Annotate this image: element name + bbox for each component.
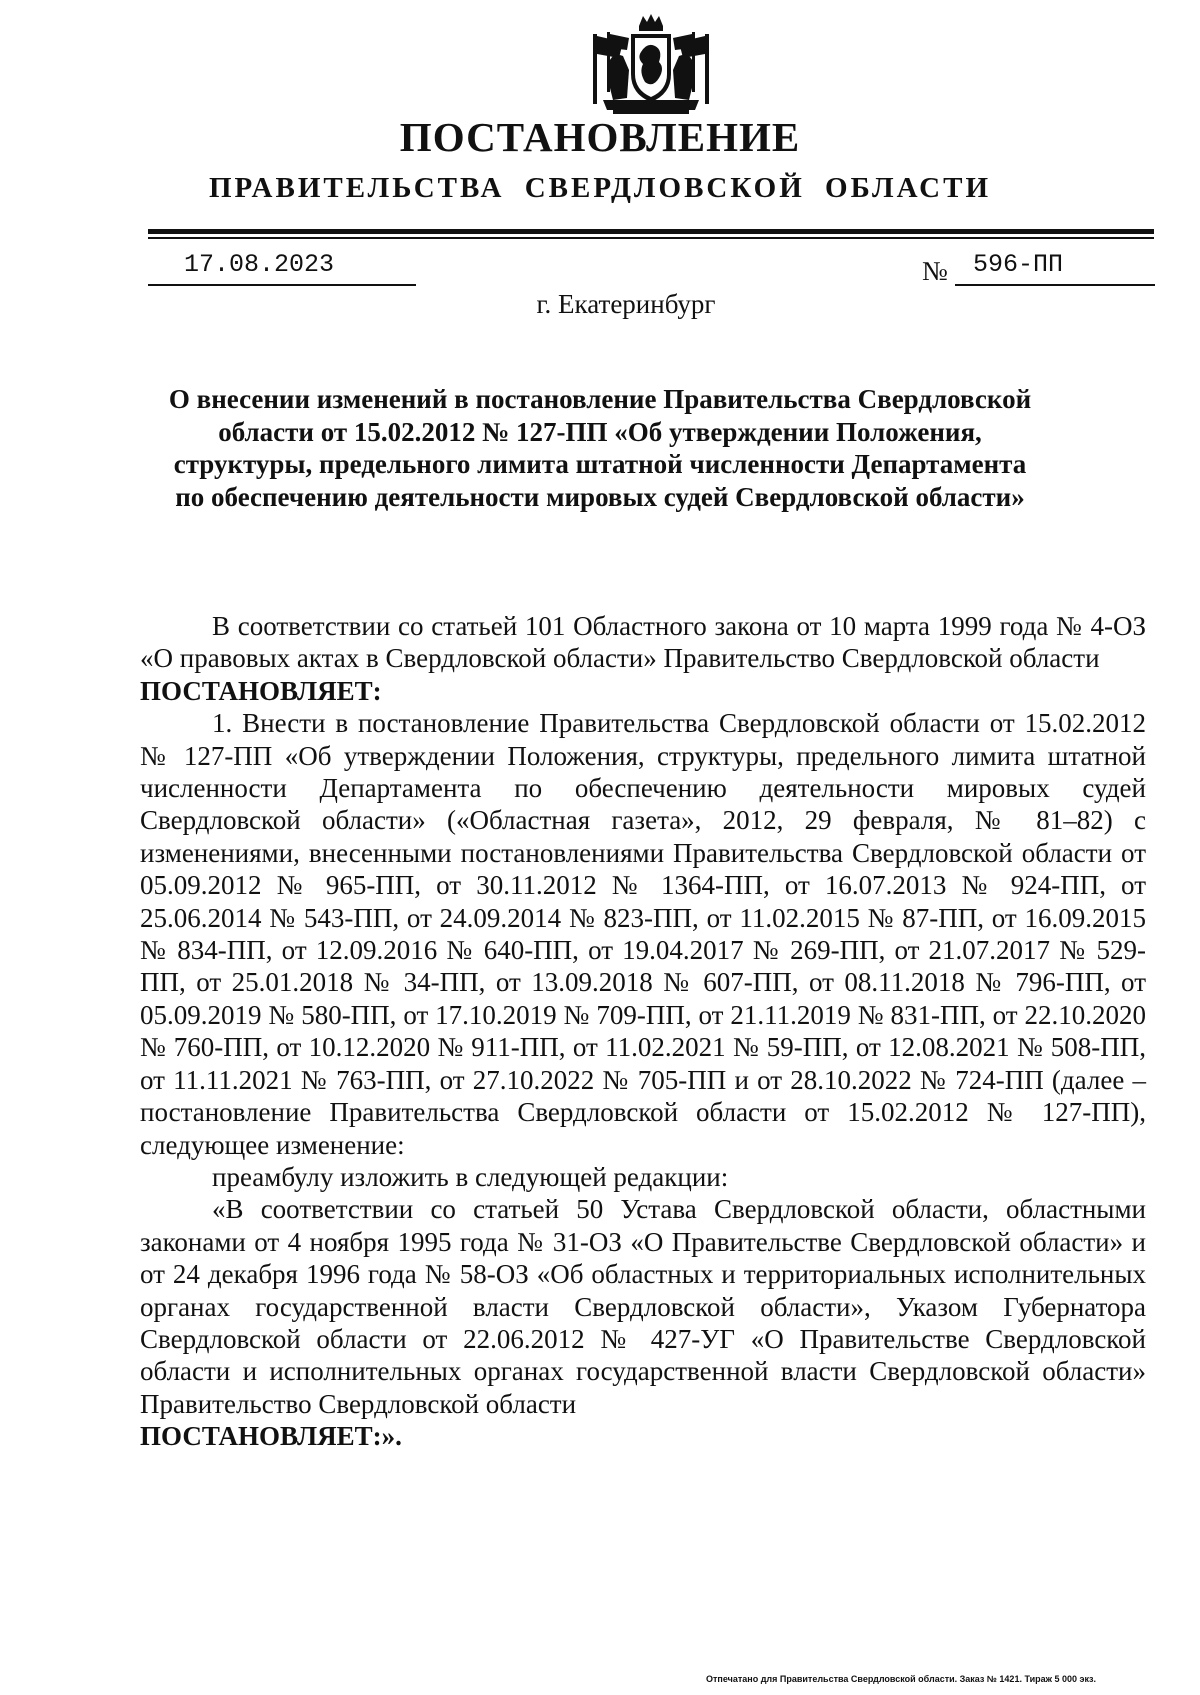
decree-word-closing: ПОСТАНОВЛЯЕТ:». — [140, 1421, 402, 1452]
header-rule-thin — [148, 237, 1154, 239]
preamble-intro: преамбулу изложить в следующей редакции: — [212, 1161, 729, 1192]
intro-paragraph: В соответствии со статьей 101 Областного закона от 10 марта 1999 года № 4-ОЗ «О правовых актах в Свердловской области» Правительство Свердловской области — [140, 611, 1146, 674]
preamble-quote: «В соответствии со статьей 50 Устава Свердловской области, областными законами от 4 ноября 1995 года № 31-ОЗ «О Правительстве Свердловской области» и от 24 декабря 1996 года № 58-ОЗ «Об областных и территориальных исполнительных органах государственной власти Свердловской области», Указом Губернатора Свердловской области от 22.06.2012 № 427-УГ «О Правительстве Свердловской области и исполнительных органах государственной власти Свердловской области» Правительство Свердловской области — [140, 1194, 1146, 1419]
date-field — [148, 250, 416, 286]
coat-of-arms-icon — [583, 12, 719, 116]
document-number: 596-ПП — [973, 250, 1064, 279]
issuing-authority: ПРАВИТЕЛЬСТВА СВЕРДЛОВСКОЙ ОБЛАСТИ — [208, 172, 992, 204]
header-rule-thick — [148, 229, 1154, 234]
number-sign: № — [922, 256, 948, 286]
item-1-paragraph: 1. Внести в постановление Правительства Свердловской области от 15.02.2012 № 127-ПП «Об утверждении Положения, структуры, предельного лимита штатной численности Департамента по обеспечению деятельности мировых судей Свердловской области» («Областная газета», 2012, 29 февраля, № 81–82) с изменениями, внесенными постановлениями Правительства Свердловской области от 05.09.2012 № 965-ПП, от 30.11.2012 № 1364-ПП, от 16.07.2013 № 924-ПП, от 25.06.2014 № 543-ПП, от 24.09.2014 № 823-ПП, от 11.02.2015 № 87-ПП, от 16.09.2015 № 834-ПП, от 12.09.2016 № 640-ПП, от 19.04.2017 № 269-ПП, от 21.07.2017 № 529-ПП, от 25.01.2018 № 34-ПП, от 13.09.2018 № 607-ПП, от 08.11.2018 № 796-ПП, от 05.09.2019 № 580-ПП, от 17.10.2019 № 709-ПП, от 21.11.2019 № 831-ПП, от 22.10.2020 № 760-ПП, от 10.12.2020 № 911-ПП, от 11.02.2021 № 59-ПП, от 12.08.2021 № 508-ПП, от 11.11.2021 № 763-ПП, от 27.10.2022 № 705-ПП и от 28.10.2022 № 724-ПП (далее – постановление Правительства Свердловской области от 15.02.2012 № 127-ПП), следующее изменение: — [140, 708, 1146, 1160]
number-field — [955, 250, 1155, 286]
document-date: 17.08.2023 — [184, 250, 335, 279]
document-type-title: ПОСТАНОВЛЕНИЕ — [399, 114, 801, 160]
document-heading: О внесении изменений в постановление Правительства Свердловской области от 15.02.2012 № 127-ПП «Об утверждении Положения, структуры, предельного лимита штатной численности Департамента по обеспечению деятельности мировых судей Свердловской области» — [168, 384, 1032, 512]
print-footer: Отпечатано для Правительства Свердловской области. Заказ № 1421. Тираж 5 000 экз. — [706, 1674, 1096, 1684]
decree-word: ПОСТАНОВЛЯЕТ: — [140, 675, 382, 706]
document-body — [140, 610, 1146, 1453]
city: г. Екатеринбург — [536, 289, 716, 319]
